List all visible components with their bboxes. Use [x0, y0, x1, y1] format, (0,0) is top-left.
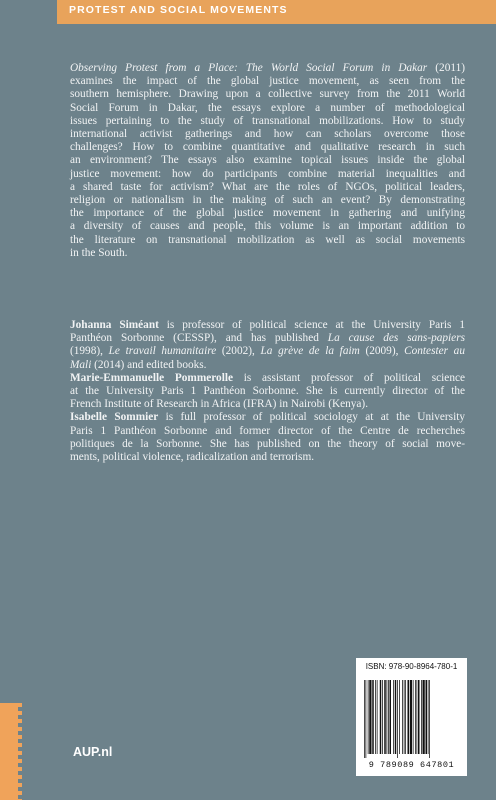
bio-line: Panthéon Sorbonne (CESSP), and has published La cause des sans-papiers: [70, 332, 465, 345]
bio-line: Isabelle Sommier is full professor of political sociology at at the University: [70, 411, 465, 424]
bio-line: French Institute of Research in Africa (IFRA) in Nairobi (Kenya).: [70, 398, 369, 411]
description-line: a shared taste for activism? What are the roles of NGOs, political leaders,: [70, 180, 465, 193]
description-line: Social Forum in Dakar, the essays explore a number of methodological: [70, 101, 465, 114]
bio-line: Marie-Emmanuelle Pommerolle is assistant professor of political science: [70, 371, 465, 384]
description-line: an environment? The essays also examine topical issues inside the global: [70, 154, 465, 167]
book-citation: La grève de la faim: [260, 345, 360, 358]
isbn-label: ISBN: 978-90-8964-780-1: [365, 662, 458, 671]
description-line: international activist gatherings and how can scholars overcome those: [70, 128, 465, 141]
book-citation: Contester au: [404, 345, 465, 358]
description-line: [70, 62, 465, 75]
book-description: [70, 62, 465, 260]
description-line: issues pertaining to the study of transnational mobilizations. How to study: [70, 114, 465, 127]
book-year: (2011): [435, 62, 465, 74]
bio-line: Paris 1 Panthéon Sorbonne and former director of the Centre de recherches: [70, 424, 465, 437]
description-line: a diversity of causes and people, this volume is an important addition to: [70, 220, 465, 233]
author-name: Johanna Siméant: [70, 319, 159, 331]
edge-stripe: [0, 703, 18, 800]
book-citation: Le travail humanitaire: [108, 345, 217, 358]
description-line: the literature on transnational mobilization as well as social movements: [70, 233, 465, 246]
author-bios: [70, 319, 465, 464]
author-name: Marie-Emmanuelle Pommerolle: [70, 371, 233, 384]
book-citation: La cause des sans-papiers: [327, 332, 465, 345]
bio-line: Johanna Siméant is professor of political science at the University Paris 1: [70, 319, 465, 331]
bio-line: ments, political violence, radicalization and terrorism.: [70, 451, 315, 464]
barcode-digits: 9 789089 647801: [368, 760, 455, 770]
author-name: Isabelle Sommier: [70, 411, 159, 424]
description-line: southern hemisphere. Drawing upon a collective survey from the 2011 World: [70, 88, 465, 101]
bio-line: politiques de la Sorbonne. She has published on the theory of social move-: [70, 437, 465, 450]
book-citation: Mali: [70, 358, 92, 371]
description-line: the importance of the global justice movement in gathering and unifying: [70, 207, 465, 220]
bio-line: at the University Paris 1 Panthéon Sorbonne. She is currently director of the: [70, 385, 465, 398]
bio-line: (1998), Le travail humanitaire (2002), La grève de la faim (2009), Contester au: [70, 345, 465, 358]
series-banner: [57, 0, 496, 24]
description-line: examines the impact of the global justice movement, as seen from the: [70, 75, 465, 88]
book-title: Observing Protest from a Place: The World Social Forum in Dakar: [70, 62, 428, 74]
description-line: justice movement: how do participants combine material inequalities and: [70, 167, 465, 180]
barcode-icon: [364, 680, 459, 758]
publisher-url[interactable]: AUP.nl: [73, 745, 113, 759]
bio-line: Mali (2014) and edited books.: [70, 358, 207, 371]
barcode-box: [356, 658, 467, 776]
description-line: challenges? How to combine quantitative and qualitative research in such: [70, 141, 465, 154]
series-title: PROTEST AND SOCIAL MOVEMENTS: [69, 4, 288, 16]
description-line: in the South.: [70, 246, 128, 259]
description-line: religion or nationalism in the making of such an event? By demonstrating: [70, 194, 465, 207]
